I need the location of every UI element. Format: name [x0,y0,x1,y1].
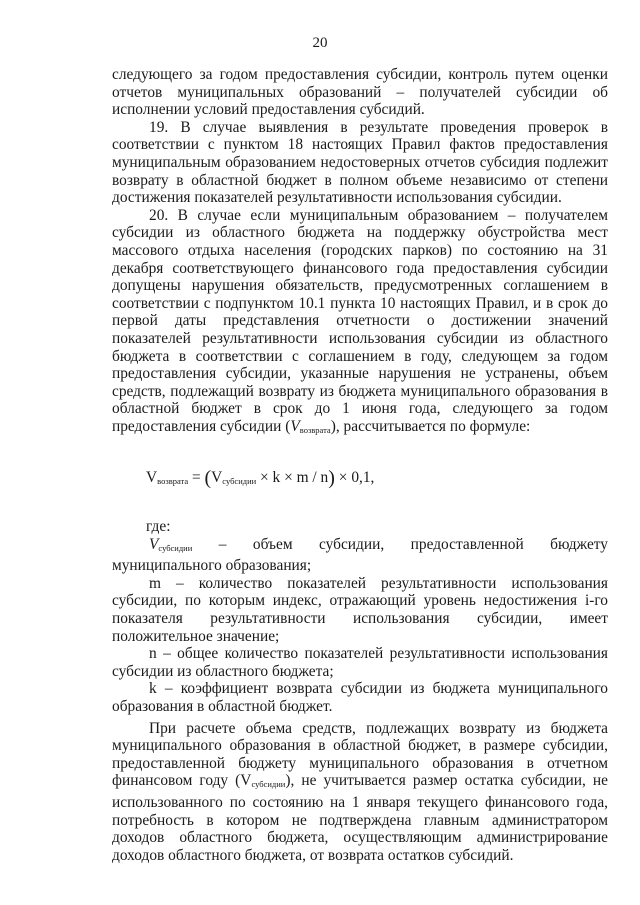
definition-v-subsidy [112,536,608,575]
paragraph-final-a: При расчете объема средств, подлежащих возврату из бюджета муниципального образования в областной бюджет, в размере субсидии, предоставленной бюджету муниципального образования в отчетном финансовом году (V [112,719,608,790]
formula-v: V [211,469,223,487]
where-label: где: [146,518,171,536]
formula-lhs-subscript: возврата [157,476,189,487]
paragraph-20-end: ), рассчитывается по формуле: [330,417,531,435]
paragraph-19: 19. В случае выявления в результате проведения проверок в соответствии с пунктом 18 настоящих Правил фактов предоставления муниципальным образованием недостоверных отчетов субсидия подлежит возврату в областной бюджет в полном объеме независимо от степени достижения показателей результативности использования субсидии. [112,118,608,207]
paragraph-continuation: следующего за годом предоставления субсидии, контроль путем оценки отчетов муниципальных образований – получателей субсидии об исполнении условий предоставления субсидий. [112,66,608,119]
definition-n: n – общее количество показателей результативности использования субсидии из областного бюджета; [112,645,608,680]
formula-v-subscript: субсидии [222,476,257,487]
return-formula [146,469,608,491]
paragraph-final [112,720,608,865]
page-number: 20 [312,35,328,51]
final-v-subscript: субсидии [251,779,286,790]
definition-v-text: – объем субсидии, предоставленной бюджету муниципального образования; [112,535,608,575]
v-return-subscript: возврата [299,424,331,435]
formula-body: × k × m / n [256,469,329,487]
document-body [112,66,608,864]
definition-m: m – количество показателей результативности использования субсидии, по которым индекс, отражающий уровень недостижения i-го показателя результативности использования субсидии, имеет положительное значение; [112,574,608,645]
v-return-symbol: V [290,417,300,435]
paragraph-20-text: 20. В случае если муниципальным образованием – получателем субсидии из областного бюджета на поддержку обустройства мест массового отдыха населения (городских парков) по состоянию на 31 декабря соответствующего финансового года предоставления субсидии допущены нарушения обязательств, предусмотренных соглашением в соответствии с подпунктом 10.1 пункта 10 настоящих Правил, и в срок до первой даты представления отчетности о достижении значений показателей результативности использования субсидии из областного бюджета в соответствии с соглашением в году, следующем за годом предоставления субсидии, указанные нарушения не устранены, объем средств, подлежащий возврату из бюджета муниципального образования в областной бюджет в срок до 1 июня года, следующего за годом предоставления субсидии ( [112,206,608,435]
paragraph-final-b: ), не учитывается размер остатка субсидии, не использованного по состоянию на 1 января текущего финансового года, потребность в котором не подтверждена главным администратором доходов областного бюджета, осуществляющим администрирование доходов областного бюджета, от возврата остатков субсидий. [112,772,609,864]
formula-lhs: V [146,469,158,487]
formula-close-paren: ) [328,467,335,490]
formula-tail: × 0,1, [334,469,375,487]
definition-k: k – коэффициент возврата субсидии из бюджета муниципального образования в областной бюджет. [112,680,608,715]
v-subsidy-symbol: V [149,535,159,553]
paragraph-20 [112,207,608,440]
v-subsidy-subscript: субсидии [158,542,193,553]
formula-equals: = [188,469,205,487]
formula-open-paren: ( [204,467,212,490]
